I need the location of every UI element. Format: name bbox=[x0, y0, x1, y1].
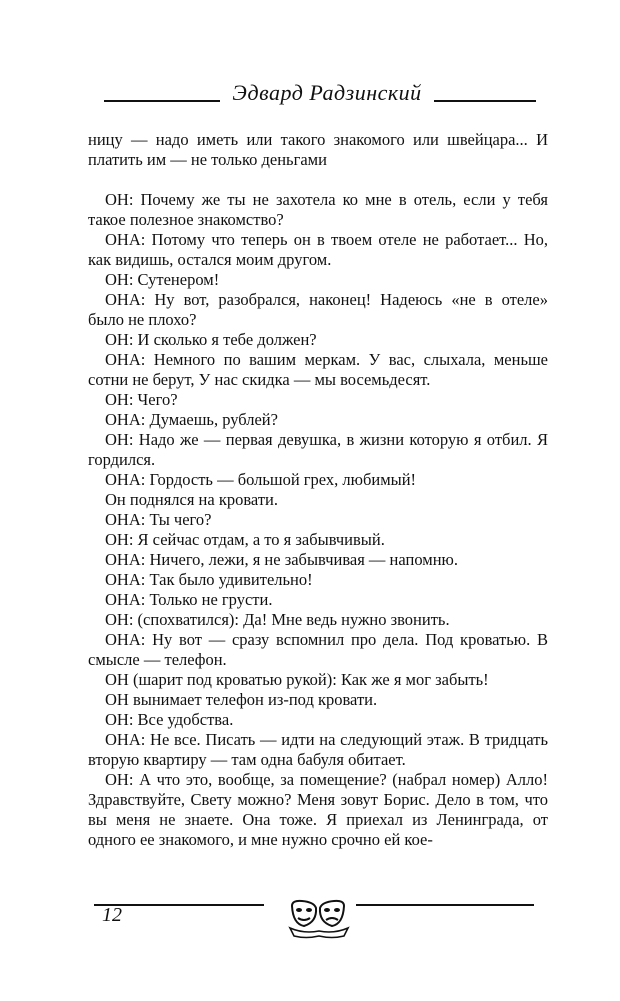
header-rule-left bbox=[104, 100, 220, 102]
paragraph: ОНА: Так было удивительно! bbox=[105, 570, 313, 589]
paragraph: ОНА: Ты чего? bbox=[105, 510, 212, 529]
page-footer bbox=[92, 898, 542, 948]
header-author: Эдвард Радзинский bbox=[232, 80, 422, 105]
paragraph: ОН: Почему же ты не захотела ко мне в отель, если у тебя такое полезное знакомство? bbox=[88, 190, 548, 229]
paragraph: ОН: И сколько я тебе должен? bbox=[105, 330, 317, 349]
paragraph: ОНА: Ничего, лежи, я не забывчивая — напомню. bbox=[105, 550, 458, 569]
paragraph: ОН вынимает телефон из-под кровати. bbox=[105, 690, 378, 709]
paragraph: ницу — надо иметь или такого знакомого или швейцара... И платить им — не только деньгами bbox=[88, 130, 548, 169]
paragraph: ОН: А что это, вообще, за помещение? (набрал номер) Алло! Здравствуйте, Свету можно? Меня зовут Борис. Дело в том, что вы меня не знаете. Она тоже. Я приехал из Ленинграда, от одного ее знакомого, и мне нужно срочно ей кое- bbox=[88, 770, 548, 849]
paragraph: ОНА: Гордость — большой грех, любимый! bbox=[105, 470, 417, 489]
paragraph: ОН: Все удобства. bbox=[105, 710, 234, 729]
theatre-masks-icon bbox=[286, 898, 352, 942]
paragraph: ОНА: Ну вот — сразу вспомнил про дела. Под кроватью. В смысле — телефон. bbox=[88, 630, 548, 669]
running-header bbox=[104, 78, 536, 108]
paragraph: ОН: Надо же — первая девушка, в жизни которую я отбил. Я гордился. bbox=[88, 430, 548, 469]
paragraph: ОН: Чего? bbox=[105, 390, 178, 409]
paragraph: ОНА: Только не грусти. bbox=[105, 590, 273, 609]
paragraph: ОН: Я сейчас отдам, а то я забывчивый. bbox=[105, 530, 385, 549]
paragraph: ОН: (спохватился): Да! Мне ведь нужно звонить. bbox=[105, 610, 450, 629]
page-number: 12 bbox=[102, 904, 122, 926]
paragraph: ОНА: Немного по вашим меркам. У вас, слыхала, меньше сотни не берут, У нас скидка — мы восемьдесят. bbox=[88, 350, 548, 389]
paragraph: ОНА: Ну вот, разобрался, наконец! Надеюсь «не в отеле» было не плохо? bbox=[88, 290, 548, 329]
paragraph: ОН (шарит под кроватью рукой): Как же я мог забыть! bbox=[105, 670, 489, 689]
page-body bbox=[88, 130, 548, 850]
paragraph: ОНА: Не все. Писать — идти на следующий этаж. В тридцать вторую квартиру — там одна бабуля обитает. bbox=[88, 730, 548, 769]
paragraph: ОНА: Потому что теперь он в твоем отеле не работает... Но, как видишь, остался моим другом. bbox=[88, 230, 548, 269]
paragraph: Он поднялся на кровати. bbox=[105, 490, 278, 509]
paragraph: ОНА: Думаешь, рублей? bbox=[105, 410, 278, 429]
header-rule-right bbox=[434, 100, 536, 102]
footer-rule-right bbox=[356, 904, 534, 906]
paragraph: ОН: Сутенером! bbox=[105, 270, 220, 289]
